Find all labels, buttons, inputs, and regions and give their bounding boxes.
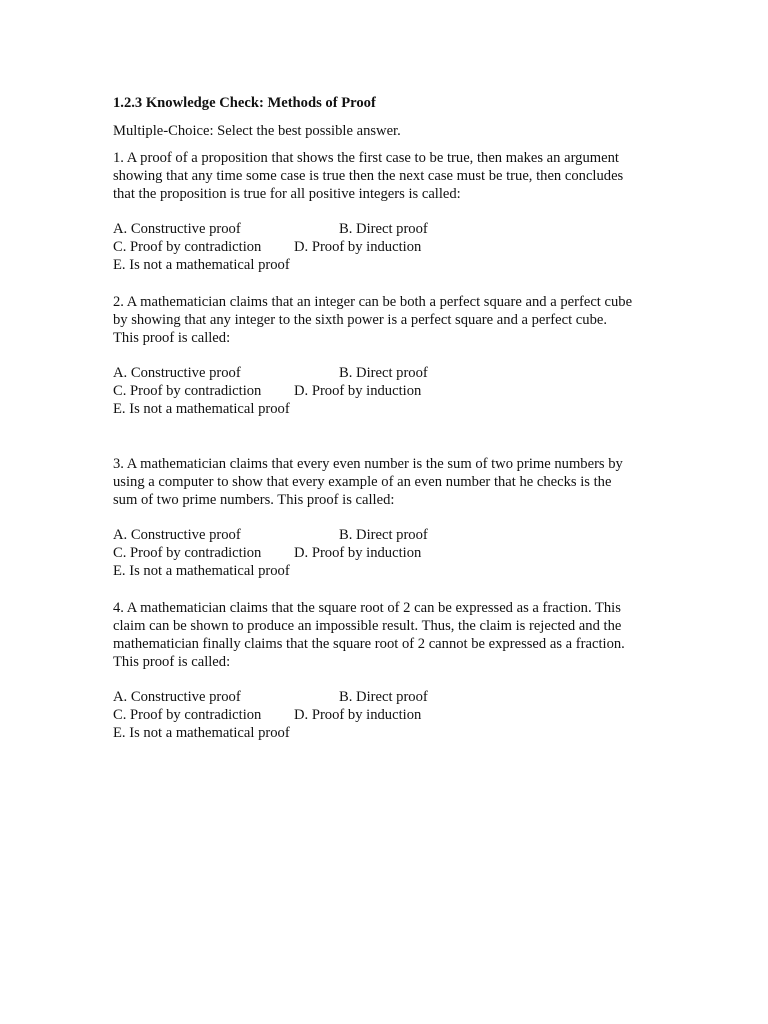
- question-4: [113, 599, 673, 742]
- option-e[interactable]: E. Is not a mathematical proof: [113, 725, 290, 741]
- question-line: that the proposition is true for all positive integers is called:: [113, 186, 461, 202]
- option-c[interactable]: C. Proof by contradiction: [113, 239, 262, 255]
- option-row: [113, 220, 673, 238]
- option-row: [113, 724, 673, 742]
- option-row: [113, 706, 673, 724]
- option-c[interactable]: C. Proof by contradiction: [113, 707, 262, 723]
- page-title: 1.2.3 Knowledge Check: Methods of Proof: [113, 95, 376, 111]
- question-line: claim can be shown to produce an impossible result. Thus, the claim is rejected and the: [113, 618, 622, 634]
- option-d[interactable]: D. Proof by induction: [294, 239, 422, 255]
- option-c[interactable]: C. Proof by contradiction: [113, 383, 262, 399]
- option-row: [113, 364, 673, 382]
- answer-options: [113, 220, 673, 274]
- answer-options: [113, 526, 673, 580]
- question-2-text: [113, 293, 673, 347]
- question-line: 2. A mathematician claims that an integer can be both a perfect square and a perfect cube: [113, 294, 633, 310]
- question-1-text: [113, 149, 673, 203]
- option-row: [113, 400, 673, 418]
- option-e[interactable]: E. Is not a mathematical proof: [113, 563, 290, 579]
- instruction-text: Multiple-Choice: Select the best possible answer.: [113, 123, 401, 139]
- question-line: 3. A mathematician claims that every even number is the sum of two prime numbers by: [113, 456, 623, 472]
- option-e[interactable]: E. Is not a mathematical proof: [113, 257, 290, 273]
- option-b[interactable]: B. Direct proof: [339, 221, 428, 237]
- question-line: This proof is called:: [113, 654, 231, 670]
- answer-options: [113, 688, 673, 742]
- question-line: 1. A proof of a proposition that shows the first case to be true, then makes an argument: [113, 150, 619, 166]
- option-c[interactable]: C. Proof by contradiction: [113, 545, 262, 561]
- option-row: [113, 526, 673, 544]
- option-row: [113, 562, 673, 580]
- question-line: by showing that any integer to the sixth power is a perfect square and a perfect cube.: [113, 312, 607, 328]
- question-3: [113, 455, 673, 580]
- option-d[interactable]: D. Proof by induction: [294, 383, 422, 399]
- question-line: mathematician finally claims that the square root of 2 cannot be expressed as a fraction.: [113, 636, 625, 652]
- question-3-text: [113, 455, 673, 509]
- document-page: [113, 94, 673, 742]
- option-b[interactable]: B. Direct proof: [339, 527, 428, 543]
- question-line: sum of two prime numbers. This proof is called:: [113, 492, 395, 508]
- option-a[interactable]: A. Constructive proof: [113, 527, 241, 543]
- option-d[interactable]: D. Proof by induction: [294, 545, 422, 561]
- option-d[interactable]: D. Proof by induction: [294, 707, 422, 723]
- question-line: This proof is called:: [113, 330, 231, 346]
- question-line: 4. A mathematician claims that the square root of 2 can be expressed as a fraction. This: [113, 600, 621, 616]
- option-e[interactable]: E. Is not a mathematical proof: [113, 401, 290, 417]
- question-2: [113, 293, 673, 418]
- option-row: [113, 544, 673, 562]
- answer-options: [113, 364, 673, 418]
- option-b[interactable]: B. Direct proof: [339, 365, 428, 381]
- question-line: using a computer to show that every example of an even number that he checks is the: [113, 474, 612, 490]
- option-row: [113, 256, 673, 274]
- question-4-text: [113, 599, 673, 671]
- option-a[interactable]: A. Constructive proof: [113, 365, 241, 381]
- question-1: [113, 149, 673, 274]
- question-line: showing that any time some case is true then the next case must be true, then concludes: [113, 168, 624, 184]
- option-b[interactable]: B. Direct proof: [339, 689, 428, 705]
- option-a[interactable]: A. Constructive proof: [113, 689, 241, 705]
- option-row: [113, 688, 673, 706]
- option-a[interactable]: A. Constructive proof: [113, 221, 241, 237]
- option-row: [113, 238, 673, 256]
- option-row: [113, 382, 673, 400]
